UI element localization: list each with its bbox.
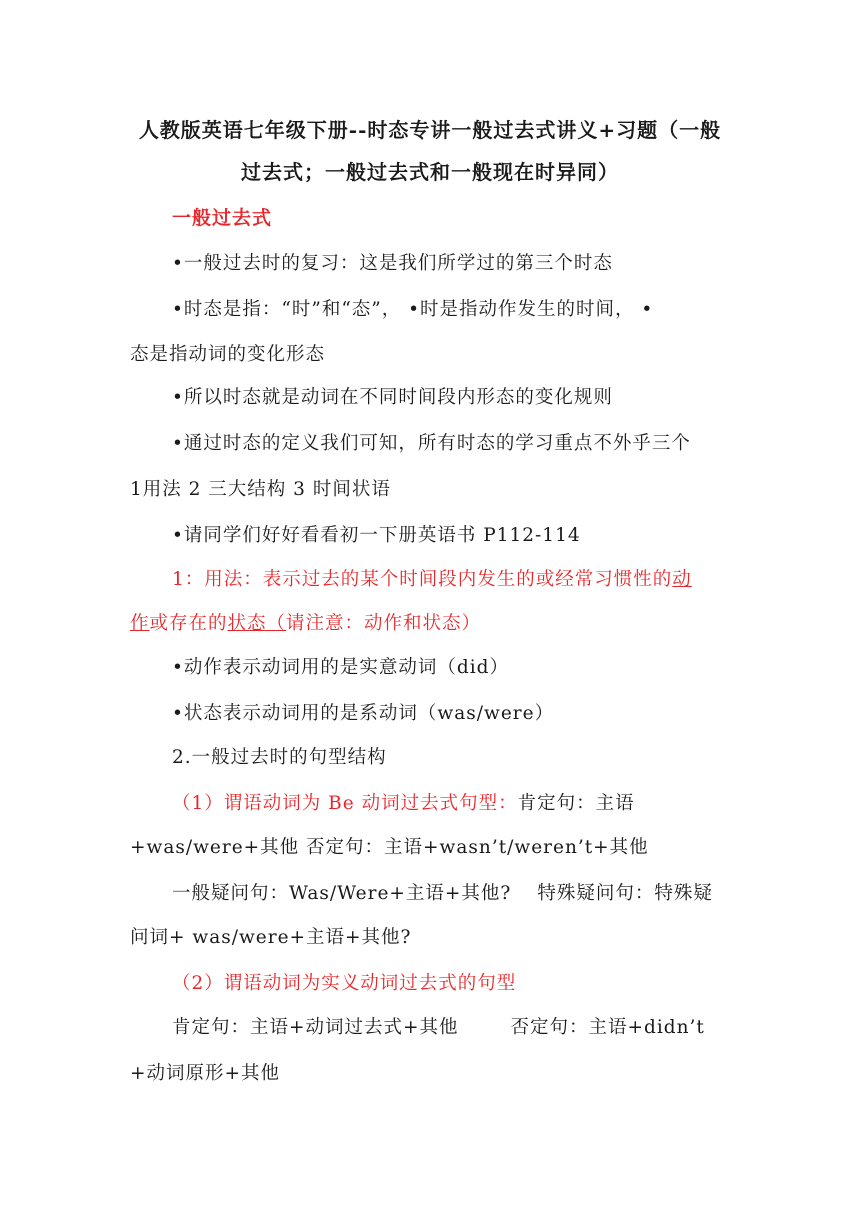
be-pattern-label: （1）谓语动词为 Be 动词过去式句型： <box>172 793 518 814</box>
paragraph-tense-focus: •通过时态的定义我们可知，所有时态的学习重点不外乎三个 <box>172 433 691 454</box>
be-pattern-question-line <box>172 882 730 906</box>
usage-definition-text: 1：用法：表示过去的某个时间段内发生的或经常习惯性的 <box>172 569 673 590</box>
verb-pattern-negative-cont: +动词原形+其他 <box>130 1063 281 1084</box>
be-pattern-line-2: +was/were+其他 否定句：主语+wasn’t/weren’t+其他 <box>130 837 649 858</box>
verb-pattern-affirm: 肯定句：主语+动词过去式+其他 <box>172 1017 459 1038</box>
verb-pattern-line <box>172 1016 730 1040</box>
be-pattern-line <box>172 792 730 816</box>
paragraph-textbook-reference: •请同学们好好看看初一下册英语书 P112-114 <box>172 525 581 546</box>
be-pattern-special: 特殊疑问句：特殊疑 <box>537 883 713 904</box>
paragraph-tense-focus-cont: 1用法 2 三大结构 3 时间状语 <box>130 479 391 500</box>
note-action-verb: •动作表示动词用的是实意动词（did） <box>172 657 510 678</box>
document-title-line-1: 人教版英语七年级下册--时态专讲一般过去式讲义+习题（一般 <box>138 118 722 142</box>
paragraph-tense-meaning-cont: 态是指动词的变化形态 <box>130 344 326 365</box>
paragraph-tense-rule: •所以时态就是动词在不同时间段内形态的变化规则 <box>172 387 613 408</box>
document-title-line-2: 过去式；一般过去式和一般现在时异同） <box>241 160 619 184</box>
structure-heading: 2.一般过去时的句型结构 <box>172 747 387 768</box>
usage-underlined-action: 动 <box>672 569 692 590</box>
usage-underlined-action-end: 作 <box>130 613 150 634</box>
be-pattern-question: 一般疑问句：Was/Were+主语+其他? <box>172 883 512 904</box>
usage-middle-text: 或存在的 <box>149 613 228 634</box>
usage-definition <box>172 568 730 592</box>
paragraph-tense-review: •一般过去时的复习：这是我们所学过的第三个时态 <box>172 253 613 274</box>
verb-pattern-negative: 否定句：主语+didn’t <box>510 1017 705 1038</box>
be-pattern-special-cont: 问词+ was/were+主语+其他? <box>130 927 412 948</box>
usage-definition-cont <box>130 612 730 636</box>
section-heading: 一般过去式 <box>172 207 273 229</box>
paragraph-tense-meaning: •时态是指：“时”和“态”， •时是指动作发生的时间， • <box>172 299 654 320</box>
be-pattern-affirm: 肯定句：主语 <box>517 793 635 814</box>
usage-underlined-state: 状态（ <box>227 613 287 634</box>
verb-pattern-label: （2）谓语动词为实义动词过去式的句型 <box>172 973 517 994</box>
note-state-verb: •状态表示动词用的是系动词（was/were） <box>172 703 555 724</box>
usage-note-text: 请注意：动作和状态） <box>286 613 482 634</box>
